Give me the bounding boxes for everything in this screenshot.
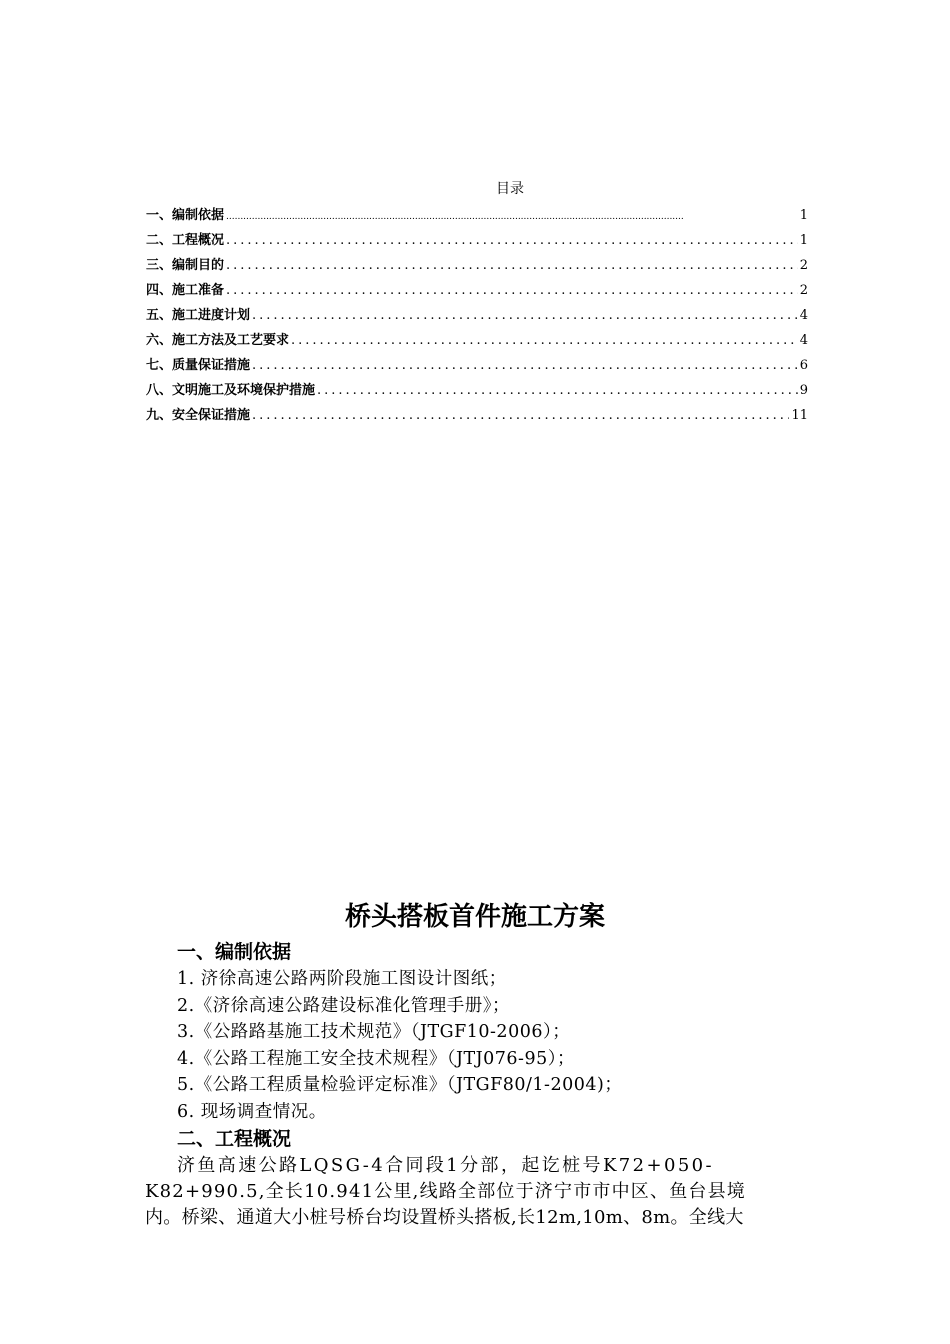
toc-entry-page: 4 — [799, 333, 808, 348]
toc-entry-page: 2 — [799, 283, 808, 298]
toc-entry-label: 八、文明施工及环境保护措施 — [146, 383, 316, 398]
toc-leader-dots — [252, 308, 798, 323]
toc-entry-label: 五、施工进度计划 — [146, 308, 251, 323]
toc-entry-page: 4 — [799, 308, 808, 323]
toc-entry-label: 四、施工准备 — [146, 283, 225, 298]
basis-list-item: 5.《公路工程质量检验评定标准》（JTGF80/1-2004)； — [177, 1075, 623, 1095]
toc-entry-label: 二、工程概况 — [146, 233, 225, 248]
overview-paragraph-line: K82+990.5,全长10.941公里,线路全部位于济宁市市中区、鱼台县境 — [145, 1181, 746, 1202]
document-title: 桥头搭板首件施工方案 — [344, 902, 605, 932]
overview-paragraph-line: 济鱼高速公路LQSG-4合同段1分部，起讫桩号K72+050- — [177, 1155, 715, 1176]
toc-leader-dots — [226, 258, 798, 273]
section-heading: 一、编制依据 — [177, 941, 292, 963]
toc-leader-dots — [291, 333, 798, 348]
table-of-contents — [146, 204, 808, 429]
toc-entry-page: 6 — [799, 358, 808, 373]
toc-entry[interactable] — [146, 229, 808, 254]
toc-leader-dots — [226, 212, 798, 222]
toc-entry-page: 1 — [799, 208, 808, 223]
toc-leader-dots — [226, 233, 798, 248]
toc-title: 目录 — [496, 181, 524, 197]
toc-leader-dots — [252, 408, 789, 423]
toc-entry-page: 1 — [799, 233, 808, 248]
toc-entry[interactable] — [146, 304, 808, 329]
toc-entry[interactable] — [146, 254, 808, 279]
toc-entry-label: 九、安全保证措施 — [146, 408, 251, 423]
section-heading: 二、工程概况 — [177, 1128, 292, 1150]
toc-entry-label: 六、施工方法及工艺要求 — [146, 333, 290, 348]
document-body — [145, 938, 810, 1231]
toc-entry[interactable] — [146, 404, 808, 429]
toc-entry[interactable] — [146, 379, 808, 404]
basis-list-item: 6. 现场调查情况。 — [177, 1101, 327, 1122]
basis-list-item: 1. 济徐高速公路两阶段施工图设计图纸； — [177, 969, 507, 989]
toc-entry-page: 11 — [791, 408, 808, 423]
toc-entry-page: 2 — [799, 258, 808, 273]
toc-entry[interactable] — [146, 354, 808, 379]
basis-list-item: 2.《济徐高速公路建设标准化管理手册》； — [177, 995, 510, 1016]
basis-list-item: 4.《公路工程施工安全技术规程》（JTJ076-95）； — [177, 1048, 575, 1069]
toc-entry[interactable] — [146, 204, 808, 229]
toc-entry-label: 一、编制依据 — [146, 208, 225, 223]
toc-entry[interactable] — [146, 279, 808, 304]
toc-entry[interactable] — [146, 329, 808, 354]
toc-leader-dots — [252, 358, 798, 373]
toc-entry-page: 9 — [799, 383, 808, 398]
toc-entry-label: 七、质量保证措施 — [146, 358, 251, 373]
toc-entry-label: 三、编制目的 — [146, 258, 225, 273]
overview-paragraph-line: 内。桥梁、通道大小桩号桥台均设置桥头搭板,长12m,10m、8m。全线大 — [145, 1207, 744, 1228]
basis-list-item: 3.《公路路基施工技术规范》（JTGF10-2006）； — [177, 1022, 571, 1042]
toc-leader-dots — [226, 283, 798, 298]
toc-leader-dots — [317, 383, 798, 398]
